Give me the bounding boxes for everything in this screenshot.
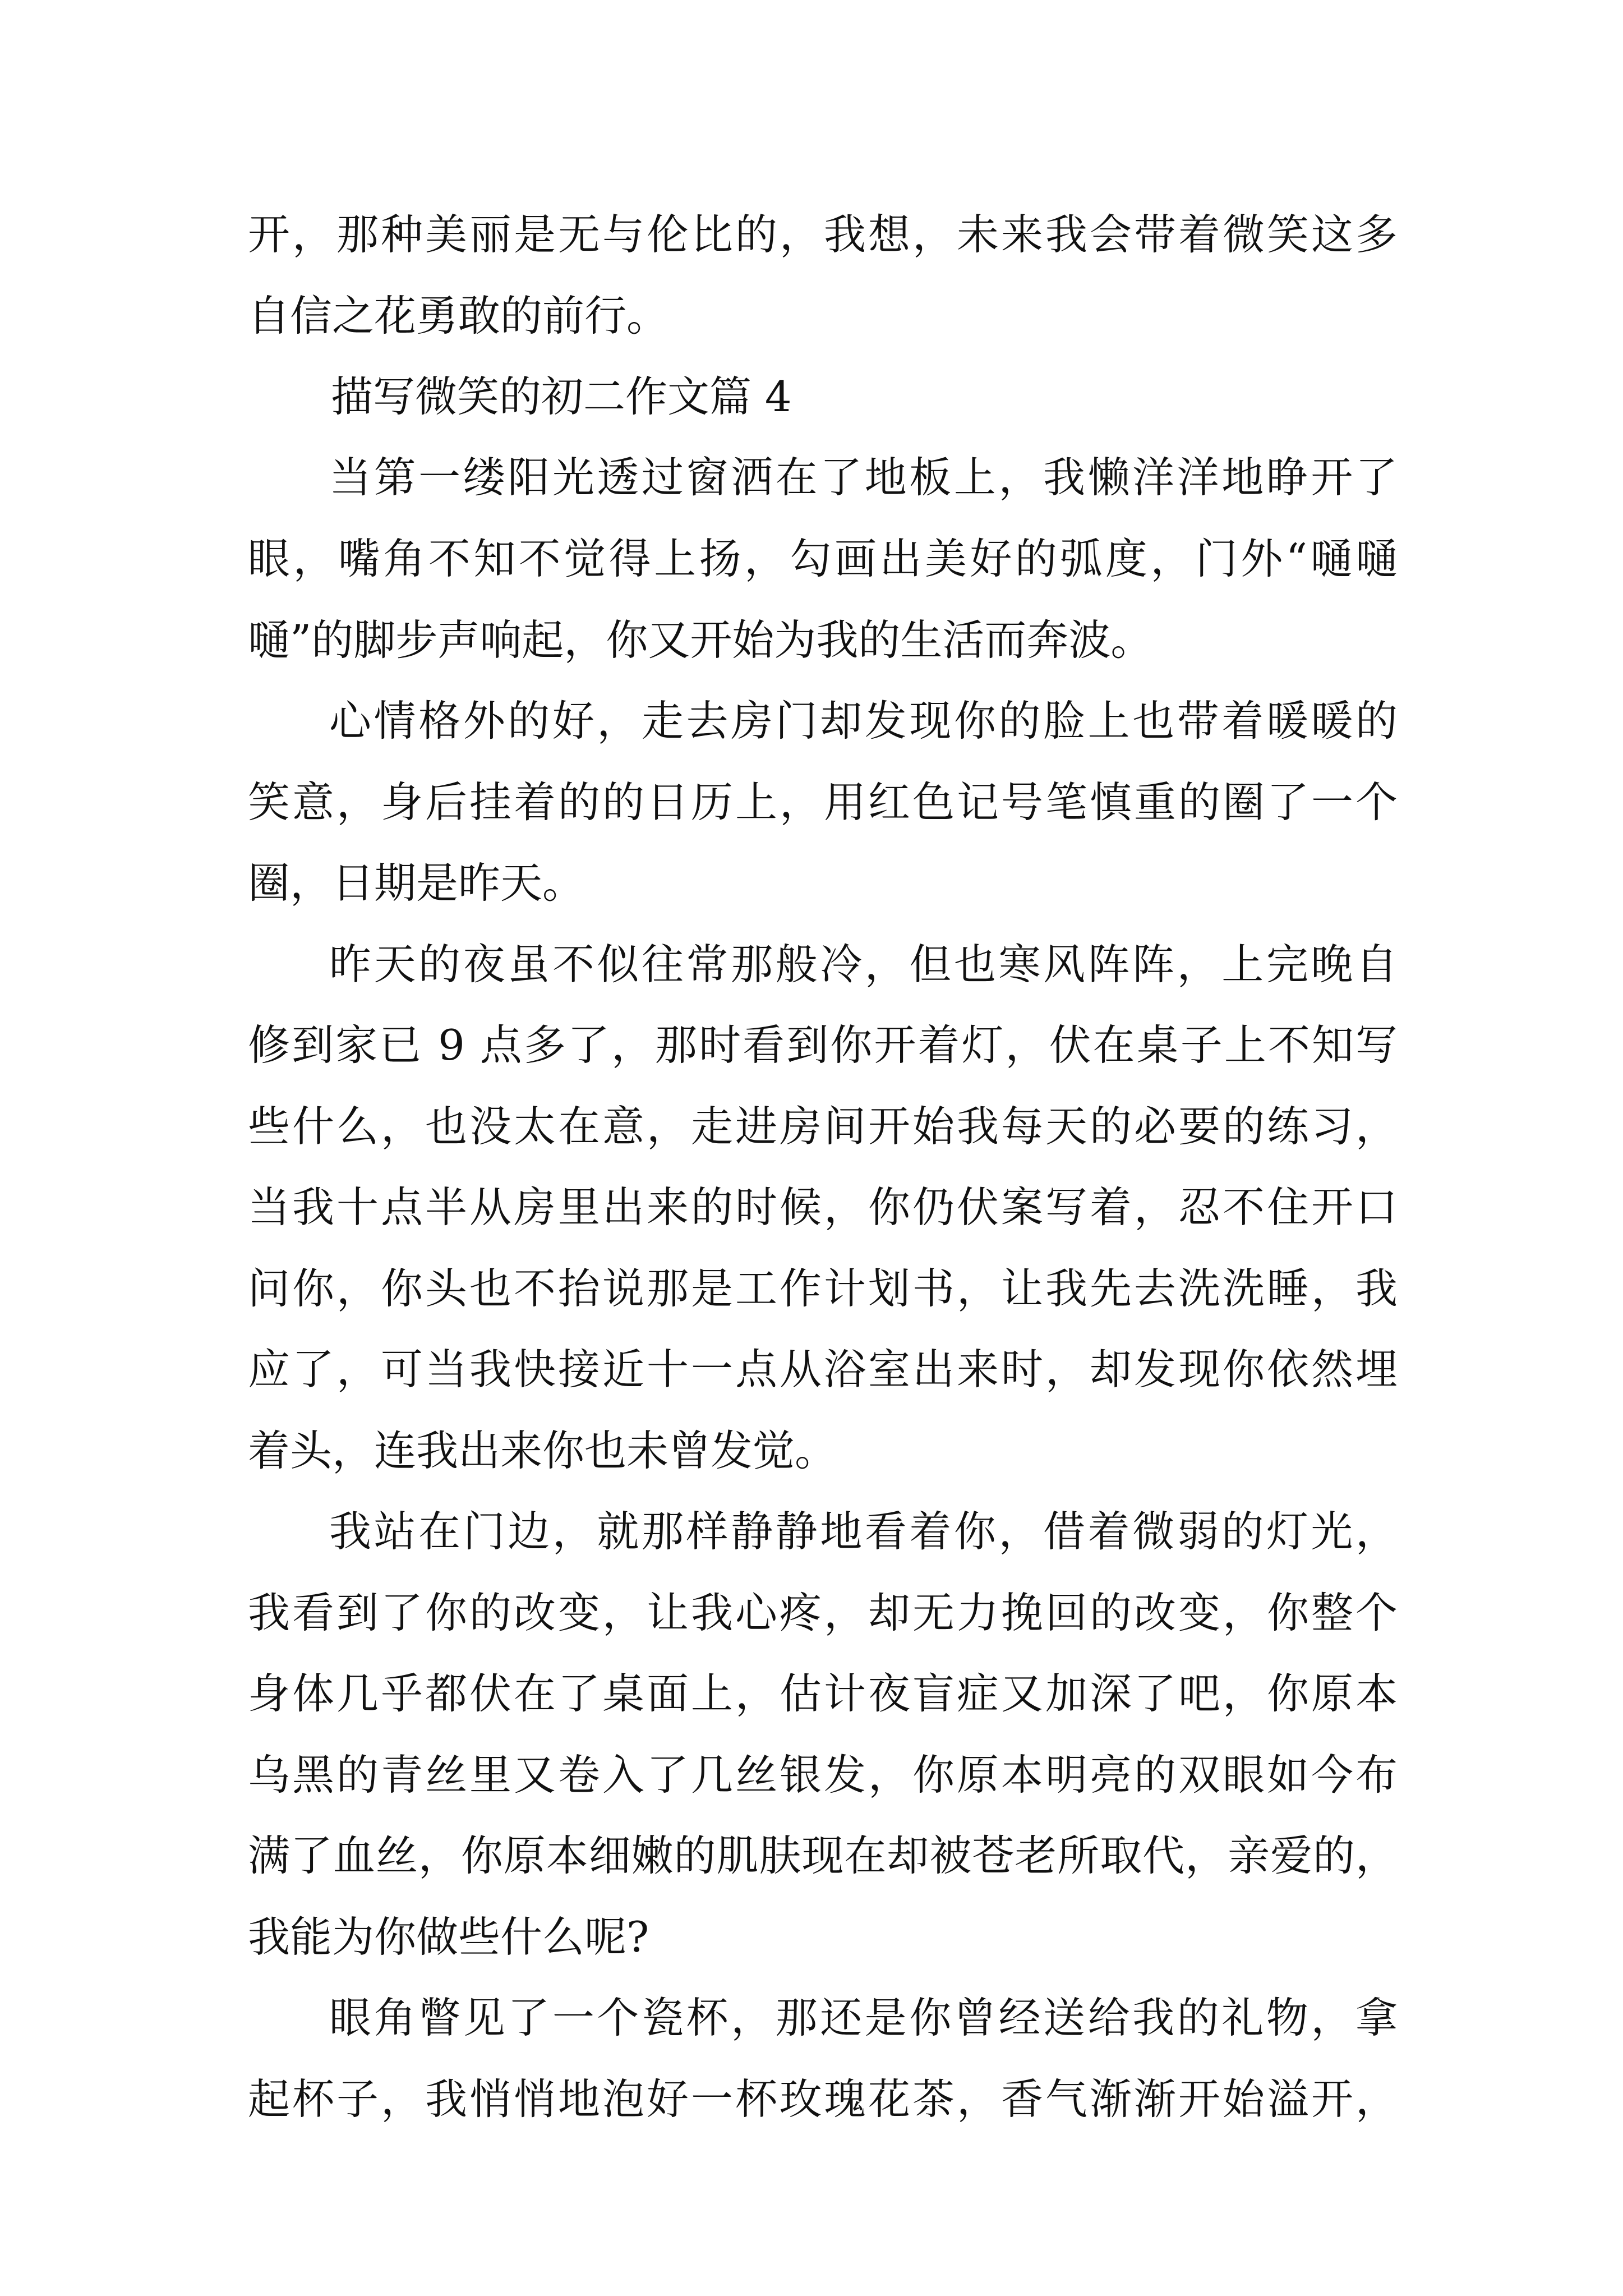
text-line: 乌黑的青丝里又卷入了几丝银发，你原本明亮的双眼如今布 [248, 1750, 1398, 1800]
text-line: 自信之花勇敢的前行。 [248, 291, 669, 341]
text-line: 满了血丝，你原本细嫩的肌肤现在却被苍老所取代，亲爱的， [248, 1831, 1398, 1880]
text-line: 问你，你头也不抬说那是工作计划书，让我先去洗洗睡，我 [248, 1264, 1398, 1313]
text-line: 嗵”的脚步声响起，你又开始为我的生活而奔波。 [248, 615, 1153, 665]
text-line: 修到家已 9 点多了，那时看到你开着灯，伏在桌子上不知写 [248, 1020, 1398, 1070]
text-line: 我看到了你的改变，让我心疼，却无力挽回的改变，你整个 [248, 1588, 1398, 1637]
paragraph-first-line: 心情格外的好，走去房门却发现你的脸上也带着暖暖的 [329, 696, 1398, 746]
text-line: 圈，日期是昨天。 [248, 858, 585, 908]
text-line: 当我十点半从房里出来的时候，你仍伏案写着，忍不住开口 [248, 1182, 1398, 1232]
text-line: 我能为你做些什么呢? [248, 1912, 649, 1962]
text-line: 开，那种美丽是无与伦比的，我想，未来我会带着微笑这多 [248, 210, 1398, 259]
paragraph-first-line: 当第一缕阳光透过窗洒在了地板上，我懒洋洋地睁开了 [329, 453, 1398, 502]
section-heading: 描写微笑的初二作文篇 4 [331, 372, 792, 421]
text-line: 笑意，身后挂着的的日历上，用红色记号笔慎重的圈了一个 [248, 777, 1398, 827]
text-line: 应了，可当我快接近十一点从浴室出来时，却发现你依然埋 [248, 1345, 1398, 1394]
paragraph-first-line: 眼角瞥见了一个瓷杯，那还是你曾经送给我的礼物，拿 [329, 1993, 1398, 2042]
text-line: 身体几乎都伏在了桌面上，估计夜盲症又加深了吧，你原本 [248, 1669, 1398, 1718]
paragraph-first-line: 我站在门边，就那样静静地看着你，借着微弱的灯光， [329, 1507, 1398, 1556]
text-line: 眼，嘴角不知不觉得上扬，勾画出美好的弧度，门外“嗵嗵 [248, 534, 1398, 583]
paragraph-first-line: 昨天的夜虽不似往常那般冷，但也寒风阵阵，上完晚自 [329, 940, 1398, 989]
text-line: 些什么，也没太在意，走进房间开始我每天的必要的练习， [248, 1102, 1398, 1151]
text-line: 着头，连我出来你也未曾发觉。 [248, 1426, 837, 1475]
text-line: 起杯子，我悄悄地泡好一杯玫瑰花茶，香气渐渐开始溢开， [248, 2074, 1398, 2124]
